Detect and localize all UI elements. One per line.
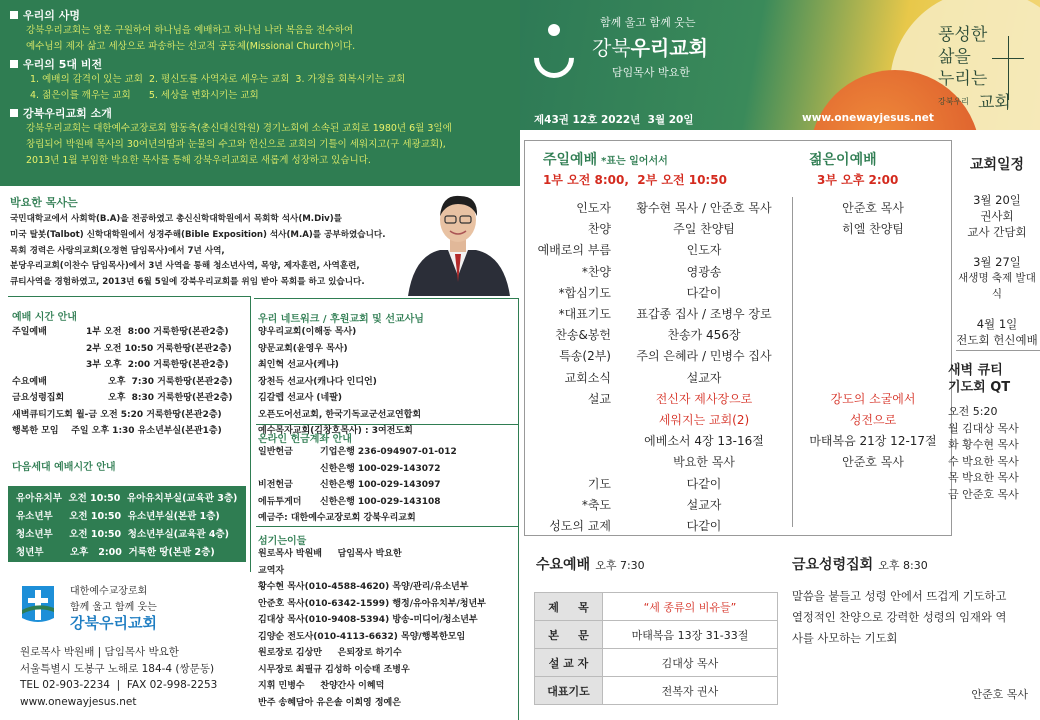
staff-line: 김대상 목사(010-9408-5394) 방송-미디어/청소년부 <box>258 615 478 625</box>
network-item: 양우리교회(이해동 목사) <box>258 327 357 337</box>
banner-pastor: 담임목사 박요한 <box>612 66 690 79</box>
worship-times-title: 예배 시간 안내 <box>12 312 77 323</box>
order-label: *합심기도 <box>558 285 611 300</box>
network-item: 최인혁 선교사(케냐) <box>258 360 339 370</box>
staff-line: 원로목사 박원배 담임목사 박요한 <box>258 549 402 559</box>
next-gen-times <box>8 486 246 562</box>
order-main: 설교자 <box>686 370 722 385</box>
offering-row: 일반헌금 기업은행 236-094907-01-012 <box>258 447 457 457</box>
staff-line: 지휘 민병수 찬양간사 이혜덕 <box>258 681 385 691</box>
network-item: 장천득 선교사(캐나다 인디언) <box>258 376 377 387</box>
order-youth: 히엘 찬양팀 <box>842 222 904 237</box>
website-link[interactable]: www.onewayjesus.net <box>802 112 934 124</box>
qt-row: 목 박요한 목사 <box>948 471 1019 484</box>
qt-title: 새벽 큐티 <box>948 363 1003 378</box>
middle-column <box>256 306 518 720</box>
order-label: 찬송&봉헌 <box>555 328 611 343</box>
pastor-bio <box>0 186 520 296</box>
youth-time: 3부 오후 2:00 <box>817 173 899 187</box>
worship-time-row: 행복한 모임 주일 오후 1:30 유소년부실(본관1층) <box>12 426 222 436</box>
next-gen-row: 유아유치부 오전 10:50 유아유치부실(교육관 3층) <box>16 490 246 508</box>
offering-row: 비전헌금 신한은행 100-029-143097 <box>258 480 441 490</box>
mission-line: 강북우리교회는 영혼 구원하여 하나님을 예배하고 하나님 나라 복음을 전수하여 <box>26 25 354 36</box>
staff-title: 섬기는이들 <box>258 536 307 547</box>
order-label: 교회소식 <box>564 370 611 385</box>
order-label: 성도의 교제 <box>549 519 611 533</box>
header-banner <box>520 0 1040 130</box>
order-main: 설교자 <box>686 497 722 512</box>
order-youth: 강도의 소굴에서 <box>830 391 916 406</box>
order-main: 인도자 <box>686 243 722 258</box>
order-youth: 안준호 목사 <box>842 455 904 470</box>
wednesday-title: 수요예배 오후 7:30 <box>536 557 645 573</box>
qt-schedule <box>944 362 1040 534</box>
footer-church-name: 강북우리교회 <box>70 614 157 632</box>
order-main: 영광송 <box>686 264 722 279</box>
order-main: 전신자 제사장으로 <box>655 391 753 406</box>
banner-motto-church: 교회 <box>978 93 1011 113</box>
worship-time-row: 새벽큐티기도회 월-금 오전 5:20 거룩한땅(본관2층) <box>12 409 222 420</box>
worship-time-row: 3부 오후 2:00 거룩한땅(본관2층) <box>86 360 229 370</box>
banner-motto: 풍성한 삶을 누리는 <box>938 25 988 89</box>
denomination: 대한예수교장로회 <box>70 586 148 597</box>
friday-desc: 사를 사모하는 기도회 <box>792 632 898 645</box>
worship-time-row: 수요예배 오후 7:30 거룩한땅(본관2층) <box>12 376 233 387</box>
order-main: 표갑종 집사 / 조병우 장로 <box>636 307 772 321</box>
network-item: 양문교회(윤영우 목사) <box>258 343 348 354</box>
order-main: 주일 찬양팀 <box>673 222 735 237</box>
vision-line: 4. 젊은이를 깨우는 교회 5. 세상을 변화시키는 교회 <box>30 90 259 101</box>
table-row: 본 문 마태복음 13장 31-33절 <box>535 621 778 649</box>
friday-title: 금요성령집회 오후 8:30 <box>792 557 928 573</box>
church-logo-icon <box>526 30 583 87</box>
network-title: 우리 네트워크 / 후원교회 및 선교사님 <box>258 314 424 325</box>
footer-slogan: 함께 울고 함께 웃는 <box>70 602 157 613</box>
next-gen-row: 청년부 오후 2:00 거룩한 땅(본관 2층) <box>16 544 246 562</box>
staff-line: 안준호 목사(010-6342-1599) 행정/유아유치부/청년부 <box>258 598 486 609</box>
order-main: 찬송가 456장 <box>667 328 741 343</box>
service-order <box>524 140 952 536</box>
friday-service <box>782 540 1040 720</box>
schedule-item: 3월 20일 권사회 교사 간담회 <box>967 193 1027 239</box>
friday-desc: 열정적인 찬양으로 강력한 성령의 임재와 역 <box>792 611 1007 624</box>
bio-line: 목회 경력은 사랑의교회(오정현 담임목사)에서 7년 사역, <box>10 245 225 256</box>
order-main: 다같이 <box>686 476 722 491</box>
bio-title: 박요한 목사는 <box>10 196 78 209</box>
banner-motto-church-small: 강북우리 <box>938 97 969 106</box>
order-label: 특송(2부) <box>559 349 611 364</box>
order-main: 다같이 <box>686 519 722 533</box>
schedule-title: 교회일정 <box>969 157 1025 173</box>
qt-time: 오전 5:20 <box>948 405 998 418</box>
banner-slogan: 함께 울고 함께 웃는 <box>600 16 696 29</box>
staff-line: 반주 송혜담아 유은솔 이희영 정예은 <box>258 697 401 708</box>
youth-title: 젊은이예배 <box>809 152 877 168</box>
next-gen-row: 유소년부 오전 10:50 유소년부실(본관 1층) <box>16 508 246 526</box>
issue-info: 제43권 12호 2022년 3월 20일 <box>534 114 694 126</box>
order-main: 다같이 <box>686 285 722 300</box>
offering-holder: 예금주: 대한예수교장로회 강북우리교회 <box>258 513 416 523</box>
sunday-times: 1부 오전 8:00, 2부 오전 10:50 <box>543 173 727 187</box>
staff-line: 시무장로 최필규 김성하 이승태 조병우 <box>258 664 410 675</box>
qt-row: 월 김대상 목사 <box>948 421 1019 435</box>
offering-row: 에듀투게더 신한은행 100-029-143108 <box>258 496 441 507</box>
qt-row: 금 안준호 목사 <box>948 487 1019 501</box>
mission-line: 예수님의 제자 삶고 세상으로 파송하는 선교적 공동체(Missional Church)이다. <box>26 41 356 52</box>
staff-line: 교역자 <box>258 565 285 576</box>
friday-desc: 말씀을 붙들고 성령 안에서 뜨겁게 기도하고 <box>792 590 1007 603</box>
table-row: 대표기도 전복자 권사 <box>535 677 778 705</box>
footer-tel: TEL 02-903-2234 | FAX 02-998-2253 <box>20 679 218 691</box>
worship-times <box>8 298 250 444</box>
order-label: 설교 <box>587 391 611 406</box>
worship-time-row: 금요성령집회 오후 8:30 거룩한땅(본관2층) <box>12 393 233 403</box>
qt-row: 수 박요한 목사 <box>948 454 1019 468</box>
footer-web[interactable]: www.onewayjesus.net <box>20 695 137 708</box>
schedule-item: 3월 27일 새생명 축제 발대식 <box>958 255 1036 300</box>
sunday-title: 주일예배 *표는 일어서서 <box>543 152 668 168</box>
table-row: 제 목 “세 종류의 비유들” <box>535 593 778 621</box>
order-label: 찬양 <box>587 222 611 237</box>
bio-line: 미국 탈봇(Talbot) 신학대학원에서 성경주해(Bible Exposition) 석사(M.A)를 공부하였습니다. <box>10 229 386 240</box>
qt-row: 화 황수현 목사 <box>948 438 1019 451</box>
order-main: 박요한 목사 <box>673 455 735 470</box>
order-main: 주의 은혜라 / 민병수 집사 <box>636 349 772 364</box>
wednesday-table <box>534 592 778 705</box>
staff-line: 김양순 전도사(010-4113-6632) 목양/행복한모임 <box>258 631 466 642</box>
network-item: 오픈도어선교회, 한국기독교군선교연합회 <box>258 409 422 420</box>
vision-title: 우리의 5대 비전 <box>10 56 510 72</box>
mission-panel <box>0 0 520 186</box>
footer-address: 서울특별시 도봉구 노해로 184-4 (쌍문동) <box>20 662 215 675</box>
table-row: 설 교 자 김대상 목사 <box>535 649 778 677</box>
church-info <box>8 574 250 720</box>
order-main: 에베소서 4장 13-16절 <box>644 434 764 449</box>
mission-title: 우리의 사명 <box>10 7 510 23</box>
order-youth: 성전으로 <box>849 413 897 427</box>
order-label: *찬양 <box>581 264 611 279</box>
vision-line: 1. 예배의 감격이 있는 교회 2. 평신도를 사역자로 세우는 교회 3. 가정을 회복시키는 교회 <box>30 74 406 85</box>
order-main: 세워지는 교회(2) <box>658 413 750 427</box>
order-youth: 마태복음 21장 12-17절 <box>809 434 937 449</box>
intro-line: 2013년 1월 부임한 박요한 목사를 통해 강북우리교회로 새롭게 성장하고 있습니다. <box>26 155 371 166</box>
intro-line: 창립되어 박원배 목사의 30여년의땀과 눈물의 수고와 헌신으로 교회의 기틀이 세워지고(구 세광교회), <box>26 139 446 150</box>
order-label: *대표기도 <box>558 307 611 321</box>
intro-line: 강북우리교회는 대한예수교장로회 합동측(총신대신학원) 경기노회에 소속된 교회로 1980년 6월 3일에 <box>26 123 452 134</box>
bio-line: 국민대학교에서 사회학(B.A)을 전공하였고 총신신학대학원에서 목회학 석사(M.Div)를 <box>10 214 342 224</box>
order-label: *축도 <box>581 497 611 512</box>
qt-title: 기도회 QT <box>948 380 1011 395</box>
bio-line: 큐티사역을 경험하였고, 2013년 6월 5일에 강북우리교회를 위임 받아 목회를 하고 있습니다. <box>10 277 365 288</box>
schedule-item: 4월 1일 전도회 헌신예배 <box>956 317 1038 347</box>
order-label: 인도자 <box>576 201 611 215</box>
offering-title: 온라인 헌금계좌 안내 <box>258 434 352 445</box>
banner-church-name: 강북우리교회 <box>592 36 708 60</box>
footer-pastors: 원로목사 박원배 | 담임목사 박요한 <box>20 646 179 658</box>
network-item: 예수목자교회(김창호목사) : 3여전도회 <box>258 426 413 436</box>
next-gen-row: 청소년부 오전 10:50 청소년부실(교육관 4층) <box>16 526 246 544</box>
staff-line: 원로장로 김상만 은퇴장로 하기수 <box>258 648 402 658</box>
intro-title: 강북우리교회 소개 <box>10 105 510 121</box>
pastor-photo <box>400 186 516 296</box>
order-youth: 안준호 목사 <box>842 201 904 215</box>
bio-line: 분당우리교회(이찬수 담임목사)에서 3년 사역을 통해 청소년사역, 목양, 제자훈련, 사역훈련, <box>10 261 360 272</box>
wednesday-service <box>524 540 778 720</box>
next-gen-title: 다음세대 예배시간 안내 <box>12 462 116 473</box>
offering-row: 신한은행 100-029-143072 <box>320 463 441 474</box>
order-main: 황수현 목사 / 안준호 목사 <box>636 201 772 215</box>
network-item: 김갈렙 선교사 (네팔) <box>258 393 343 403</box>
worship-time-row: 주일예배 1부 오전 8:00 거룩한땅(본관2층) <box>12 327 229 337</box>
cross-logo-icon <box>18 582 58 626</box>
order-label: 기도 <box>587 476 611 491</box>
staff-line: 황수현 목사(010-4588-4620) 목양/관리/유소년부 <box>258 582 469 592</box>
order-label: 예배로의 부름 <box>537 243 611 258</box>
friday-leader: 안준호 목사 <box>971 688 1028 701</box>
worship-time-row: 2부 오전 10:50 거룩한땅(본관2층) <box>86 343 232 354</box>
